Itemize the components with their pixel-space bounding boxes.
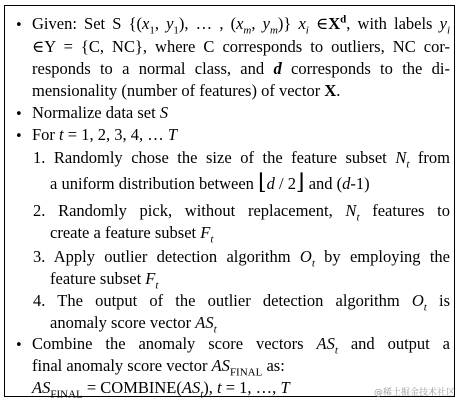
step-4-line-1: 4. The output of the outlier detection algorithm $O_t$ is: [33, 291, 451, 314]
given-line-1: Given: Set S {($x_1$, $y_1$), … , ($x_m$, $y_m$)} $x_i$ $\in X^d$, with labels $y_i$: [32, 13, 451, 37]
combine-line-2: final anomaly score vector $AS_{FINAL}$ as:: [32, 356, 285, 379]
step-4-line-2: anomaly score vector $AS_t$: [50, 313, 217, 336]
given-line-2: ∈Y = {C, NC}, where C corresponds to outliers, NC cor-: [32, 37, 450, 56]
bullet-for: •: [15, 129, 23, 144]
step-3-line-2: feature subset $F_t$: [50, 269, 159, 292]
step-2-line-1: 2. Randomly pick, without replacement, $N_t$ features to: [33, 201, 450, 224]
combine-line-1: Combine the anomaly score vectors $AS_t$ and output a: [32, 334, 450, 357]
step-1-line-2: a uniform distribution between ⌊d / 2⌋ and (d-1): [50, 169, 370, 194]
watermark: @稀土掘金技术社区: [373, 388, 455, 398]
bullet-normalize: •: [15, 107, 23, 122]
bullet-combine: •: [15, 338, 23, 353]
for-line: For t = 1, 2, 3, 4, … T: [32, 125, 178, 144]
step-1-line-1: 1. Randomly chose the size of the feature subset $N_t$ from: [33, 148, 451, 171]
bullet-given: •: [15, 18, 23, 33]
given-line-4: mensionality (number of features) of vector X.: [32, 81, 341, 100]
algorithm-box: [4, 5, 455, 401]
step-3-line-1: 3. Apply outlier detection algorithm $O_t$ by employing the: [33, 247, 450, 270]
given-line-3: responds to a normal class, and d corresponds to the di-: [32, 59, 450, 78]
combine-formula: $AS_{FINAL}$ = $COMBINE(AS_t)$, t = 1, …, T: [32, 378, 290, 401]
step-2-line-2: create a feature subset $F_t$: [50, 223, 214, 246]
normalize-line: Normalize data set S: [32, 103, 169, 122]
